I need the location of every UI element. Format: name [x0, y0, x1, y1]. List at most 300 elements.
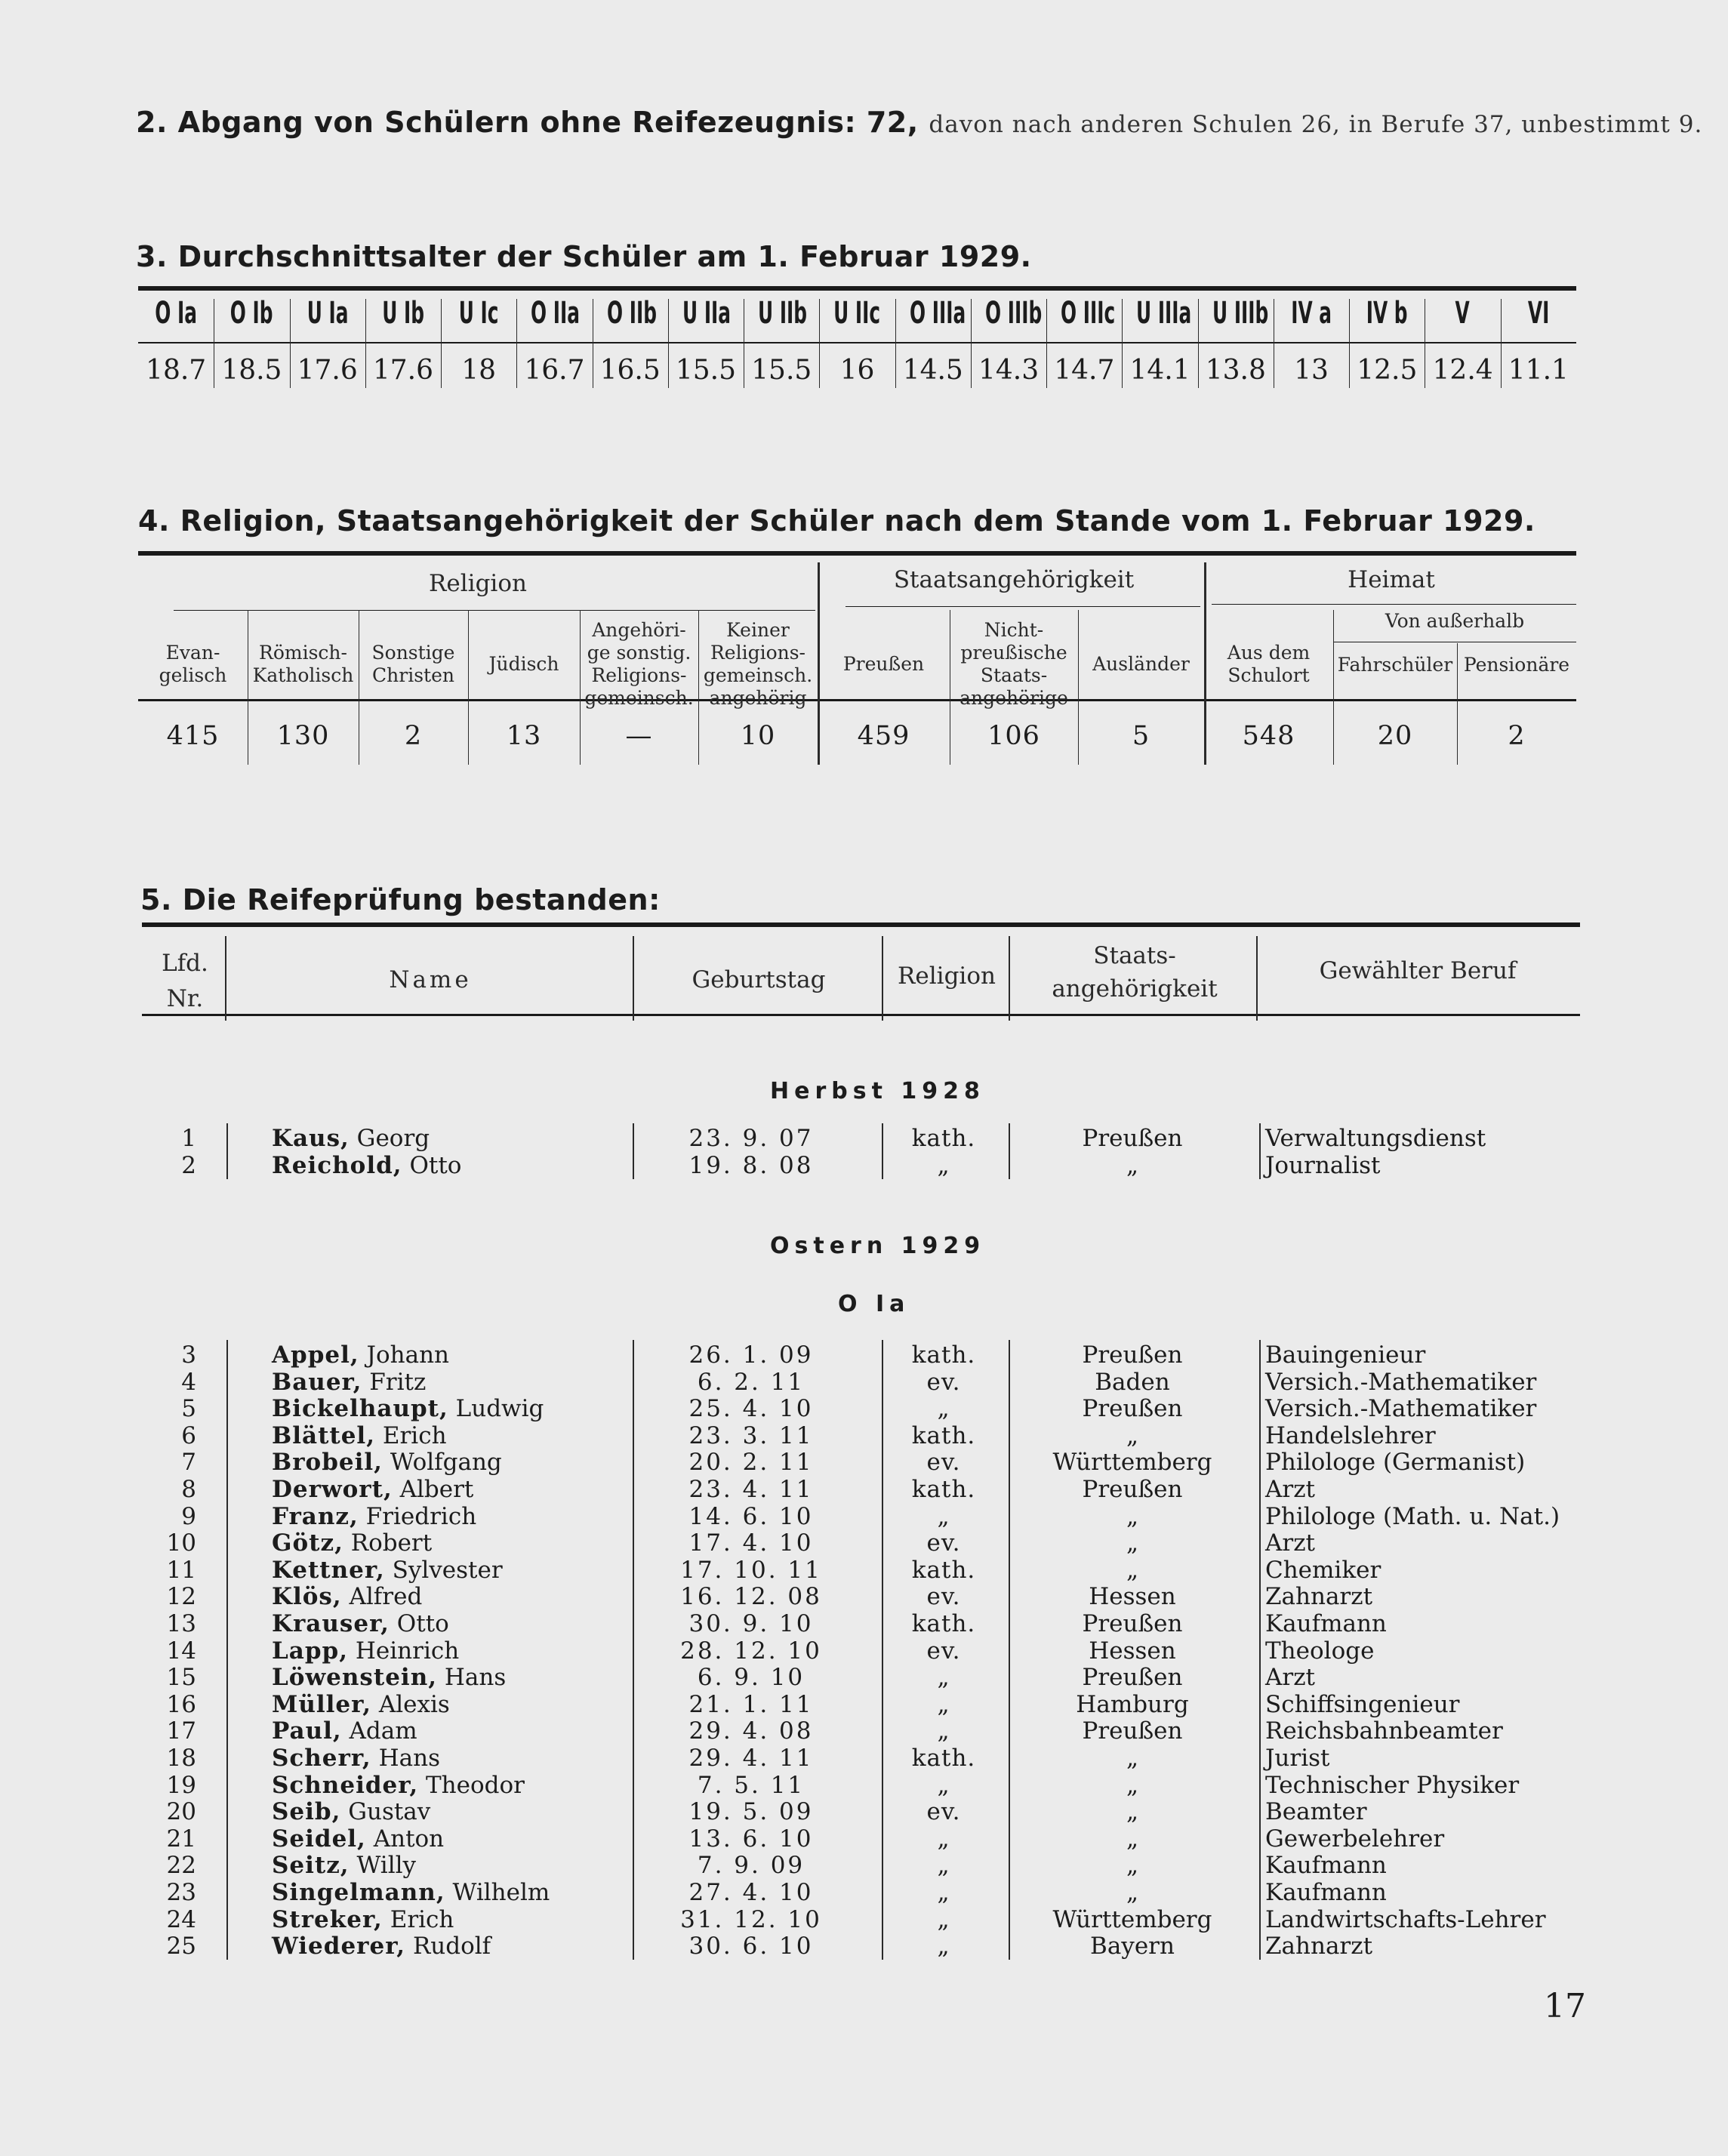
row-number: 1 — [181, 1125, 196, 1152]
student-name — [272, 1610, 449, 1637]
nationality: „ — [1126, 1421, 1139, 1449]
row-number: 15 — [166, 1664, 196, 1692]
religion: „ — [937, 1690, 950, 1718]
table-row — [0, 1717, 1728, 1745]
religion: kath. — [911, 1476, 976, 1503]
class-label: O Ia — [838, 1291, 910, 1317]
row-number: 3 — [181, 1341, 196, 1369]
column-divider — [1046, 299, 1047, 388]
column-header-5 — [698, 619, 818, 710]
column-header-9 — [1204, 642, 1333, 687]
class-label: O Ia — [155, 296, 197, 331]
column-divider — [226, 1123, 228, 1179]
table-rule — [138, 342, 1576, 343]
column-divider — [1204, 562, 1206, 765]
table-row — [0, 1125, 1728, 1152]
profession: Chemiker — [1265, 1556, 1381, 1584]
column-divider — [1349, 299, 1350, 388]
header-line: Jüdisch — [488, 653, 559, 675]
birthday: 30. 6. 10 — [688, 1933, 814, 1960]
nationality: „ — [1126, 1502, 1139, 1530]
header-line: preußische — [960, 642, 1067, 664]
nationality: „ — [1126, 1771, 1139, 1799]
column-divider — [895, 299, 896, 388]
profession: Arzt — [1265, 1664, 1315, 1692]
column-divider — [580, 610, 581, 765]
nationality: Preußen — [1082, 1664, 1183, 1692]
col-nr: Nr. — [166, 985, 204, 1012]
table-row — [0, 1529, 1728, 1557]
student-name — [272, 1529, 432, 1557]
age-value: 16 — [839, 355, 875, 386]
table-row — [0, 1879, 1728, 1906]
age-value: 14.3 — [978, 355, 1040, 386]
column-divider — [1259, 1123, 1261, 1179]
row-number: 8 — [181, 1476, 196, 1503]
count-value: 13 — [506, 721, 542, 751]
table-row — [0, 1557, 1728, 1584]
given-name: Hans — [437, 1664, 507, 1692]
age-value: 15.5 — [675, 355, 737, 386]
class-header-0 — [138, 296, 214, 331]
religion: „ — [937, 1933, 950, 1960]
section-3-heading: 3. Durchschnittsalter der Schüler am 1. Februar 1929. — [136, 240, 1032, 273]
column-divider — [1009, 1123, 1010, 1179]
table-row — [0, 1422, 1728, 1449]
given-name: Willy — [349, 1852, 417, 1880]
nationality: „ — [1126, 1556, 1139, 1584]
column-header-0 — [138, 642, 248, 687]
student-name — [272, 1503, 476, 1530]
count-value: 2 — [1508, 721, 1526, 751]
given-name: Gustav — [340, 1798, 431, 1826]
student-name — [272, 1745, 440, 1772]
religion: ev. — [926, 1583, 961, 1611]
col-staat-2: angehörigkeit — [1052, 975, 1218, 1003]
count-value: 106 — [987, 721, 1040, 751]
nationality: „ — [1126, 1152, 1139, 1179]
birthday: 28. 12. 10 — [680, 1637, 822, 1665]
header-line: gemeinsch. — [584, 687, 694, 709]
row-number: 10 — [166, 1529, 196, 1557]
nationality: Preußen — [1082, 1125, 1183, 1152]
student-name — [272, 1933, 491, 1960]
religion: „ — [937, 1152, 950, 1179]
student-name — [272, 1449, 502, 1476]
religion: ev. — [926, 1529, 961, 1557]
age-value: 18.5 — [221, 355, 282, 386]
header-line: Angehöri- — [592, 619, 686, 641]
column-divider — [1122, 299, 1123, 388]
birthday: 16. 12. 08 — [680, 1583, 822, 1611]
nationality: Hessen — [1089, 1583, 1176, 1611]
table-row — [0, 1933, 1728, 1960]
count-value: 459 — [857, 721, 910, 751]
column-header-6 — [818, 653, 950, 676]
birthday: 27. 4. 10 — [688, 1879, 814, 1906]
group-heimat: Heimat — [1348, 566, 1435, 593]
column-divider — [882, 1123, 883, 1179]
class-label: O IIIa — [909, 296, 966, 331]
table-rule — [138, 286, 1576, 291]
class-header-3 — [365, 296, 441, 331]
religion: kath. — [911, 1125, 976, 1152]
age-value: 11.1 — [1508, 355, 1569, 386]
surname: Seitz, — [272, 1852, 350, 1880]
class-label: U IIIa — [1136, 296, 1192, 331]
col-beruf: Gewählter Beruf — [1319, 957, 1517, 984]
profession: Versich.-Mathematiker — [1265, 1368, 1537, 1396]
class-header-13 — [1122, 296, 1197, 331]
column-divider — [225, 936, 226, 1021]
count-value: 415 — [166, 721, 220, 751]
birthday: 30. 9. 10 — [688, 1610, 814, 1637]
table-row — [0, 1449, 1728, 1476]
birthday: 26. 1. 09 — [688, 1341, 814, 1369]
col-geburtstag: Geburtstag — [692, 966, 826, 993]
surname: Lapp, — [272, 1637, 349, 1665]
given-name: Sylvester — [384, 1556, 503, 1584]
profession: Zahnarzt — [1265, 1583, 1373, 1611]
column-divider — [516, 299, 517, 388]
row-number: 23 — [166, 1879, 196, 1906]
age-value: 17.6 — [297, 355, 358, 386]
class-header-11 — [971, 296, 1046, 331]
column-divider — [882, 1340, 883, 1960]
nationality: „ — [1126, 1879, 1139, 1906]
class-label: O IIa — [531, 296, 581, 331]
birthday: 6. 9. 10 — [697, 1664, 805, 1692]
student-name — [272, 1772, 525, 1799]
birthday: 6. 2. 11 — [697, 1368, 805, 1396]
section-4-heading: 4. Religion, Staatsangehörigkeit der Schüler nach dem Stande vom 1. Februar 1929. — [138, 504, 1535, 537]
nationality: „ — [1126, 1529, 1139, 1557]
row-number: 25 — [166, 1933, 196, 1960]
class-header-2 — [290, 296, 365, 331]
column-header-4 — [580, 619, 698, 710]
class-label: U IIIb — [1212, 296, 1268, 331]
student-name — [272, 1852, 416, 1879]
profession: Versich.-Mathematiker — [1265, 1395, 1537, 1423]
class-label: IV a — [1291, 296, 1332, 331]
profession: Gewerbelehrer — [1265, 1825, 1445, 1853]
nationality: Württemberg — [1052, 1449, 1212, 1477]
surname: Blättel, — [272, 1421, 375, 1449]
class-label: U Ib — [382, 296, 424, 331]
class-header-17 — [1425, 296, 1500, 331]
age-value: 12.4 — [1432, 355, 1493, 386]
age-value: 16.5 — [599, 355, 661, 386]
religion: „ — [937, 1717, 950, 1745]
religion: ev. — [926, 1798, 961, 1826]
row-number: 5 — [181, 1395, 196, 1423]
religion: „ — [937, 1905, 950, 1933]
surname: Streker, — [272, 1905, 383, 1933]
profession: Technischer Physiker — [1265, 1771, 1520, 1799]
student-name — [272, 1341, 449, 1369]
col-name: Name — [389, 966, 472, 993]
surname: Müller, — [272, 1690, 371, 1718]
count-value: 5 — [1132, 721, 1150, 751]
given-name: Friedrich — [358, 1502, 477, 1530]
profession: Philologe (Germanist) — [1265, 1449, 1526, 1477]
column-divider — [226, 1340, 228, 1960]
header-line: gelisch — [159, 664, 227, 686]
row-number: 17 — [166, 1717, 196, 1745]
religion: „ — [937, 1395, 950, 1423]
birthday: 29. 4. 11 — [688, 1745, 814, 1772]
count-value: 130 — [276, 721, 330, 751]
class-label: VI — [1527, 296, 1550, 331]
given-name: Erich — [375, 1421, 447, 1449]
birthday: 21. 1. 11 — [688, 1690, 814, 1718]
given-name: Heinrich — [348, 1637, 460, 1665]
class-label: IV b — [1366, 296, 1408, 331]
table-row — [0, 1369, 1728, 1396]
surname: Singelmann, — [272, 1879, 445, 1906]
class-header-15 — [1274, 296, 1349, 331]
nationality: „ — [1126, 1745, 1139, 1772]
surname: Paul, — [272, 1717, 342, 1745]
given-name: Fritz — [362, 1368, 427, 1396]
religion: ev. — [926, 1449, 961, 1477]
surname: Bauer, — [272, 1368, 362, 1396]
surname: Schneider, — [272, 1771, 419, 1799]
surname: Franz, — [272, 1502, 359, 1530]
surname: Wiederer, — [272, 1933, 406, 1960]
nationality: Württemberg — [1052, 1905, 1212, 1933]
class-label: U Ic — [458, 296, 499, 331]
profession: Schiffsingenieur — [1265, 1690, 1460, 1718]
given-name: Robert — [343, 1529, 433, 1557]
class-label: U Ia — [306, 296, 349, 331]
given-name: Albert — [392, 1476, 474, 1503]
column-divider — [698, 610, 699, 765]
nationality: „ — [1126, 1825, 1139, 1853]
header-line: Staats- — [980, 664, 1048, 686]
count-value: 2 — [404, 721, 423, 751]
row-number: 6 — [181, 1421, 196, 1449]
student-name — [272, 1906, 454, 1933]
column-header-1 — [248, 642, 359, 687]
table-row — [0, 1852, 1728, 1879]
col-religion: Religion — [898, 962, 996, 990]
row-number: 18 — [166, 1745, 196, 1772]
row-number: 16 — [166, 1690, 196, 1718]
class-label: U IIc — [833, 296, 881, 331]
birthday: 14. 6. 10 — [688, 1502, 814, 1530]
student-name — [272, 1152, 461, 1179]
header-line: Ausländer — [1092, 653, 1190, 675]
col-lfd: Lfd. — [162, 950, 208, 977]
group-religion: Religion — [429, 570, 527, 597]
table-rule — [138, 551, 1576, 556]
class-header-12 — [1046, 296, 1122, 331]
age-value: 17.6 — [372, 355, 433, 386]
column-divider — [1009, 1340, 1010, 1960]
surname: Seidel, — [272, 1825, 366, 1853]
age-value: 13 — [1294, 355, 1329, 386]
table-row — [0, 1906, 1728, 1933]
student-name — [272, 1422, 447, 1449]
nationality: Hessen — [1089, 1637, 1176, 1665]
column-divider — [882, 936, 883, 1021]
surname: Bickelhaupt, — [272, 1395, 448, 1423]
row-number: 21 — [166, 1825, 196, 1853]
profession: Philologe (Math. u. Nat.) — [1265, 1502, 1560, 1530]
term-herbst: Herbst 1928 — [770, 1078, 985, 1104]
nationality: Bayern — [1090, 1933, 1175, 1960]
column-divider — [1457, 643, 1458, 765]
row-number: 12 — [166, 1583, 196, 1611]
column-divider — [1259, 1340, 1261, 1960]
profession: Jurist — [1265, 1745, 1330, 1772]
student-name — [272, 1476, 473, 1503]
header-line: Römisch- — [259, 642, 347, 664]
sub-ausserhalb: Von außerhalb — [1385, 610, 1525, 632]
column-divider — [1198, 299, 1199, 388]
table-row — [0, 1503, 1728, 1530]
student-name — [272, 1879, 550, 1906]
header-line: Christen — [372, 664, 454, 686]
table-row — [0, 1395, 1728, 1422]
profession: Kaufmann — [1265, 1879, 1387, 1906]
section-5-heading: 5. Die Reifeprüfung bestanden: — [140, 883, 661, 916]
given-name: Wolfgang — [382, 1449, 502, 1477]
student-name — [272, 1664, 506, 1691]
class-header-5 — [516, 296, 592, 331]
given-name: Alexis — [371, 1690, 450, 1718]
row-number: 9 — [181, 1502, 196, 1530]
header-line: Preußen — [842, 653, 925, 675]
column-divider — [1333, 610, 1334, 765]
row-number: 11 — [166, 1556, 196, 1584]
surname: Derwort, — [272, 1476, 393, 1503]
column-header-11 — [1457, 654, 1576, 676]
birthday: 23. 3. 11 — [688, 1421, 814, 1449]
age-value: 18.7 — [146, 355, 207, 386]
table-row — [0, 1341, 1728, 1369]
birthday: 13. 6. 10 — [688, 1825, 814, 1853]
given-name: Wilhelm — [445, 1879, 550, 1906]
birthday: 19. 8. 08 — [688, 1152, 814, 1179]
row-number: 7 — [181, 1449, 196, 1477]
class-label: O IIb — [606, 296, 657, 331]
surname: Scherr, — [272, 1745, 371, 1772]
given-name: Adam — [341, 1717, 417, 1745]
column-divider — [633, 1340, 634, 1960]
header-line: gemeinsch. — [703, 664, 813, 686]
column-divider — [1256, 936, 1258, 1021]
column-divider — [971, 299, 972, 388]
surname: Seib, — [272, 1798, 341, 1826]
surname: Kettner, — [272, 1556, 385, 1584]
age-value: 15.5 — [751, 355, 812, 386]
header-line: Nicht- — [984, 619, 1044, 641]
profession: Reichsbahnbeamter — [1265, 1717, 1503, 1745]
given-name: Ludwig — [448, 1395, 544, 1423]
birthday: 20. 2. 11 — [688, 1449, 814, 1477]
count-value: — — [625, 721, 653, 751]
birthday: 7. 5. 11 — [697, 1771, 805, 1799]
column-divider — [1078, 610, 1079, 765]
birthday: 23. 4. 11 — [688, 1476, 814, 1503]
student-name — [272, 1691, 450, 1718]
nationality: Preußen — [1082, 1476, 1183, 1503]
given-name: Hans — [371, 1745, 440, 1772]
class-header-7 — [668, 296, 744, 331]
given-name: Theodor — [418, 1771, 525, 1799]
class-header-4 — [441, 296, 516, 331]
birthday: 17. 4. 10 — [688, 1529, 814, 1557]
section-2-heading: 2. Abgang von Schülern ohne Reifezeugnis: 72, davon nach anderen Schulen 26, in Berufe 37, unbestimmt 9. — [136, 106, 1703, 139]
profession: Beamter — [1265, 1798, 1367, 1826]
column-divider — [1009, 936, 1010, 1021]
header-line: Religions- — [591, 664, 687, 686]
birthday: 17. 10. 11 — [680, 1556, 822, 1584]
student-name — [272, 1798, 430, 1825]
table-row — [0, 1637, 1728, 1665]
table-row — [0, 1152, 1728, 1179]
column-header-2 — [359, 642, 468, 687]
student-name — [272, 1825, 444, 1853]
class-label: O IIIc — [1061, 296, 1116, 331]
header-line: angehörige — [959, 687, 1068, 709]
birthday: 25. 4. 10 — [688, 1395, 814, 1423]
class-header-16 — [1349, 296, 1425, 331]
student-name — [272, 1717, 417, 1745]
count-value: 10 — [740, 721, 776, 751]
surname: Reichold, — [272, 1152, 402, 1179]
column-divider — [290, 299, 291, 388]
age-value: 12.5 — [1357, 355, 1418, 386]
birthday: 7. 9. 09 — [697, 1852, 805, 1880]
profession: Journalist — [1265, 1152, 1381, 1179]
header-line: Evan- — [165, 642, 220, 664]
nationality: Preußen — [1082, 1610, 1183, 1637]
given-name: Alfred — [341, 1583, 423, 1611]
nationality: Preußen — [1082, 1395, 1183, 1423]
row-number: 20 — [166, 1798, 196, 1826]
age-value: 13.8 — [1205, 355, 1266, 386]
page-number: 17 — [1544, 1987, 1586, 2025]
class-label: O Ib — [230, 296, 273, 331]
age-value: 16.7 — [524, 355, 585, 386]
column-divider — [365, 299, 366, 388]
table-row — [0, 1825, 1728, 1853]
profession: Kaufmann — [1265, 1852, 1387, 1880]
profession: Zahnarzt — [1265, 1933, 1373, 1960]
row-number: 24 — [166, 1905, 196, 1933]
religion: kath. — [911, 1421, 976, 1449]
table-row — [0, 1745, 1728, 1772]
column-divider — [468, 610, 469, 765]
given-name: Otto — [402, 1152, 462, 1179]
row-number: 4 — [181, 1368, 196, 1396]
class-header-6 — [593, 296, 668, 331]
student-name — [272, 1395, 544, 1422]
profession: Bauingenieur — [1265, 1341, 1426, 1369]
nationality: „ — [1126, 1798, 1139, 1826]
religion: „ — [937, 1852, 950, 1880]
religion: kath. — [911, 1556, 976, 1584]
row-number: 2 — [181, 1152, 196, 1179]
religion: kath. — [911, 1341, 976, 1369]
column-divider — [819, 299, 820, 388]
profession: Handelslehrer — [1265, 1421, 1436, 1449]
table-row — [0, 1610, 1728, 1637]
student-name — [272, 1583, 422, 1610]
